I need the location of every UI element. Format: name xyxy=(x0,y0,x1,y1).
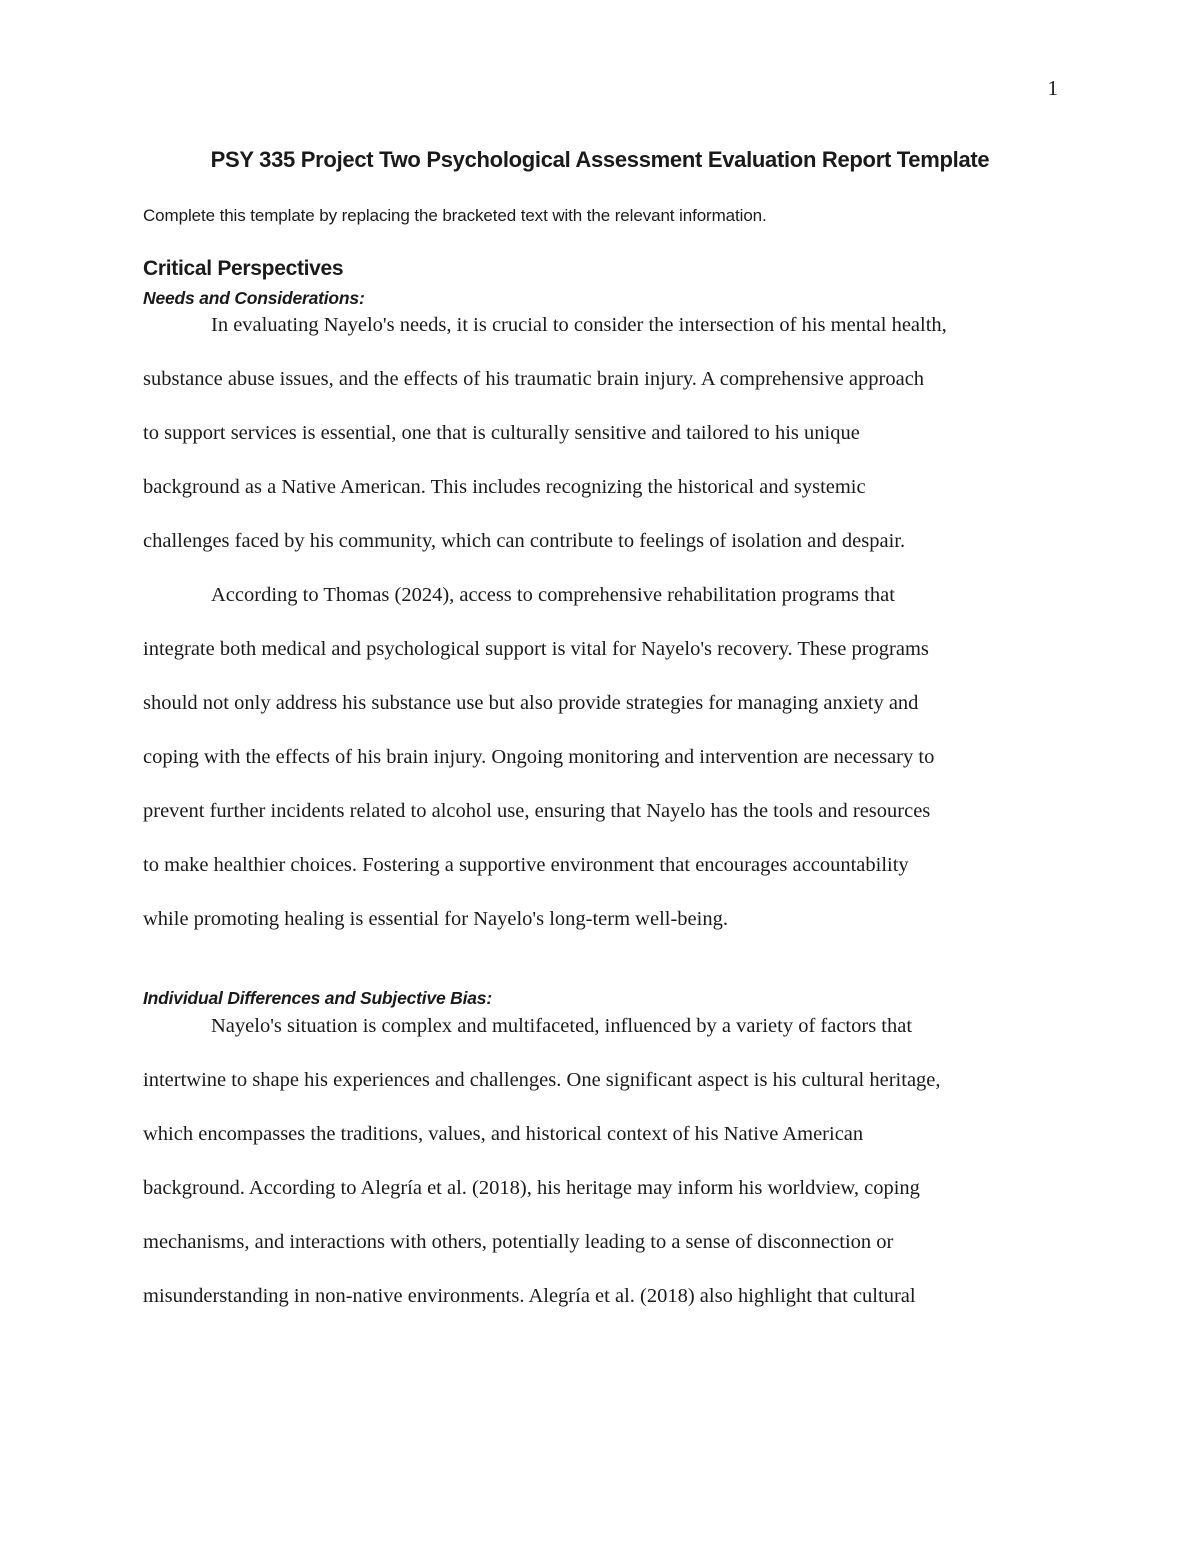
page-number: 1 xyxy=(1047,76,1058,100)
document-title: PSY 335 Project Two Psychological Assessment Evaluation Report Template xyxy=(210,147,990,172)
body-line: integrate both medical and psychological support is vital for Nayelo's recovery. These programs xyxy=(143,638,929,660)
body-line: background. According to Alegría et al. (2018), his heritage may inform his worldview, coping xyxy=(143,1177,920,1199)
subheading-needs-and-considerations: Needs and Considerations: xyxy=(143,288,365,308)
body-line: background as a Native American. This includes recognizing the historical and systemic xyxy=(143,476,866,498)
section-heading-critical-perspectives: Critical Perspectives xyxy=(143,257,344,280)
body-line: coping with the effects of his brain injury. Ongoing monitoring and intervention are necessary to xyxy=(143,746,935,768)
body-line: to support services is essential, one that is culturally sensitive and tailored to his unique xyxy=(143,422,860,444)
body-line: to make healthier choices. Fostering a supportive environment that encourages accountability xyxy=(143,854,909,876)
needs-considerations-body xyxy=(143,298,1061,946)
body-line: while promoting healing is essential for Nayelo's long-term well-being. xyxy=(143,908,728,930)
body-line: mechanisms, and interactions with others, potentially leading to a sense of disconnection or xyxy=(143,1231,894,1253)
subheading-individual-differences: Individual Differences and Subjective Bias: xyxy=(143,988,492,1008)
body-line: Nayelo's situation is complex and multifaceted, influenced by a variety of factors that xyxy=(211,1015,913,1037)
body-line: substance abuse issues, and the effects of his traumatic brain injury. A comprehensive approach xyxy=(143,368,925,390)
body-line: which encompasses the traditions, values, and historical context of his Native American xyxy=(143,1123,864,1145)
body-line: intertwine to shape his experiences and challenges. One significant aspect is his cultural heritage, xyxy=(143,1069,941,1091)
template-instruction: Complete this template by replacing the bracketed text with the relevant information. xyxy=(143,206,767,225)
individual-differences-body xyxy=(143,999,1061,1323)
body-line: According to Thomas (2024), access to comprehensive rehabilitation programs that xyxy=(211,584,895,606)
body-line: challenges faced by his community, which can contribute to feelings of isolation and despair. xyxy=(143,530,906,552)
body-line: misunderstanding in non-native environments. Alegría et al. (2018) also highlight that cultural xyxy=(143,1285,916,1307)
body-line: prevent further incidents related to alcohol use, ensuring that Nayelo has the tools and resources xyxy=(143,800,931,822)
body-line: In evaluating Nayelo's needs, it is crucial to consider the intersection of his mental health, xyxy=(211,314,947,336)
body-line: should not only address his substance use but also provide strategies for managing anxiety and xyxy=(143,692,919,714)
